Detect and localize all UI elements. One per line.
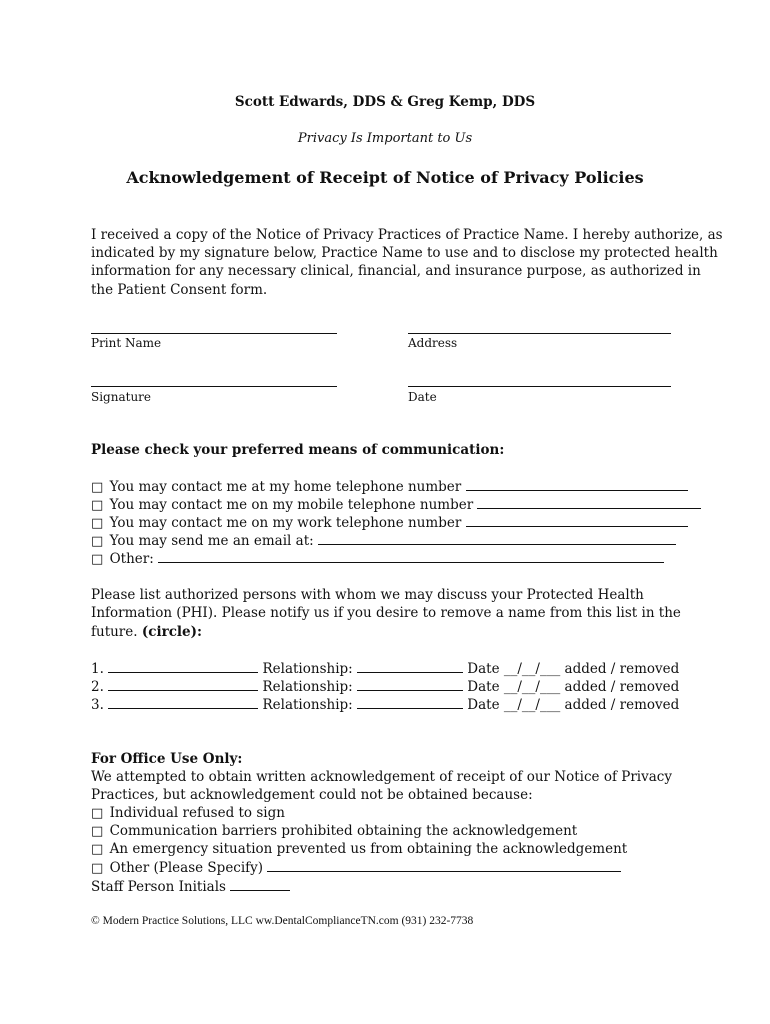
option-label: You may send me an email at:	[109, 533, 314, 549]
office-reason	[91, 859, 621, 876]
person-name-field[interactable]	[108, 696, 258, 709]
authorized-text	[91, 624, 202, 640]
email-field[interactable]	[318, 532, 676, 545]
office-text: We attempted to obtain written acknowledgement of receipt of our Notice of Privacy	[91, 769, 672, 785]
print-name-field[interactable]	[91, 333, 337, 334]
added-removed[interactable]: added / removed	[564, 679, 680, 695]
row-number: 2.	[91, 679, 104, 695]
intro-line: I received a copy of the Notice of Privacy Practices of Practice Name. I hereby authorize, as	[91, 227, 723, 243]
home-phone-field[interactable]	[466, 478, 688, 491]
checkbox[interactable]: □	[91, 824, 104, 839]
row-number: 1.	[91, 661, 104, 677]
date-blank[interactable]: Date __/__/___	[467, 697, 561, 713]
checkbox[interactable]: □	[91, 806, 104, 821]
specify-field[interactable]	[267, 859, 621, 872]
practice-name: Scott Edwards, DDS & Greg Kemp, DDS	[234, 94, 536, 110]
signature-label: Signature	[91, 390, 152, 404]
person-name-field[interactable]	[108, 678, 258, 691]
authorized-row	[91, 660, 679, 677]
relationship-field[interactable]	[357, 678, 463, 691]
checkbox[interactable]: □	[91, 842, 104, 857]
office-text: Practices, but acknowledgement could not be obtained because:	[91, 787, 533, 803]
comm-option-work	[91, 514, 688, 531]
comm-option-mobile	[91, 496, 701, 513]
staff-initials-field[interactable]	[230, 878, 290, 891]
address-label: Address	[408, 336, 458, 350]
date-blank[interactable]: Date __/__/___	[467, 661, 561, 677]
intro-line: the Patient Consent form.	[91, 282, 268, 298]
checkbox[interactable]: □	[91, 516, 104, 531]
tagline: Privacy Is Important to Us	[297, 131, 473, 146]
other-field[interactable]	[158, 550, 664, 563]
footer-copyright: © Modern Practice Solutions, LLC ww.DentalComplianceTN.com (931) 232-7738	[91, 915, 474, 927]
authorized-text-start: future.	[91, 624, 142, 640]
office-reason	[91, 805, 285, 821]
reason-label: Individual refused to sign	[109, 805, 285, 821]
checkbox[interactable]: □	[91, 498, 104, 513]
office-reason	[91, 841, 627, 857]
option-label: Other:	[109, 551, 154, 567]
address-field[interactable]	[408, 333, 671, 334]
print-name-label: Print Name	[91, 336, 162, 350]
relationship-field[interactable]	[357, 660, 463, 673]
authorized-text: Information (PHI). Please notify us if you desire to remove a name from this list in the	[91, 605, 681, 621]
page-title: Acknowledgement of Receipt of Notice of Privacy Policies	[126, 168, 644, 187]
added-removed[interactable]: added / removed	[564, 661, 680, 677]
date-field[interactable]	[408, 386, 671, 387]
date-blank[interactable]: Date __/__/___	[467, 679, 561, 695]
relationship-label: Relationship:	[262, 697, 353, 713]
authorized-text: Please list authorized persons with whom we may discuss your Protected Health	[91, 587, 644, 603]
option-label: You may contact me at my home telephone number	[109, 479, 462, 495]
relationship-field[interactable]	[357, 696, 463, 709]
checkbox[interactable]: □	[91, 861, 104, 876]
option-label: You may contact me on my work telephone number	[109, 515, 462, 531]
comm-option-other	[91, 550, 664, 567]
relationship-label: Relationship:	[262, 679, 353, 695]
intro-line: information for any necessary clinical, financial, and insurance purpose, as authorized in	[91, 263, 701, 279]
added-removed[interactable]: added / removed	[564, 697, 680, 713]
staff-initials	[91, 878, 290, 895]
authorized-row	[91, 696, 679, 713]
intro-line: indicated by my signature below, Practice Name to use and to disclose my protected health	[91, 245, 718, 261]
circle-instruction: (circle):	[141, 624, 203, 640]
option-label: You may contact me on my mobile telephone number	[109, 497, 474, 513]
checkbox[interactable]: □	[91, 534, 104, 549]
communication-heading: Please check your preferred means of communication:	[91, 442, 505, 458]
office-reason	[91, 823, 577, 839]
work-phone-field[interactable]	[466, 514, 688, 527]
reason-label: An emergency situation prevented us from obtaining the acknowledgement	[109, 841, 628, 857]
mobile-phone-field[interactable]	[477, 496, 701, 509]
comm-option-email	[91, 532, 676, 549]
checkbox[interactable]: □	[91, 552, 104, 567]
reason-label: Communication barriers prohibited obtaining the acknowledgement	[109, 823, 578, 839]
row-number: 3.	[91, 697, 104, 713]
staff-initials-label: Staff Person Initials	[91, 879, 226, 895]
office-heading: For Office Use Only:	[91, 751, 243, 767]
comm-option-home	[91, 478, 688, 495]
relationship-label: Relationship:	[262, 661, 353, 677]
checkbox[interactable]: □	[91, 480, 104, 495]
reason-label: Other (Please Specify)	[109, 860, 264, 876]
person-name-field[interactable]	[108, 660, 258, 673]
signature-field[interactable]	[91, 386, 337, 387]
date-label: Date	[408, 390, 437, 404]
authorized-row	[91, 678, 679, 695]
